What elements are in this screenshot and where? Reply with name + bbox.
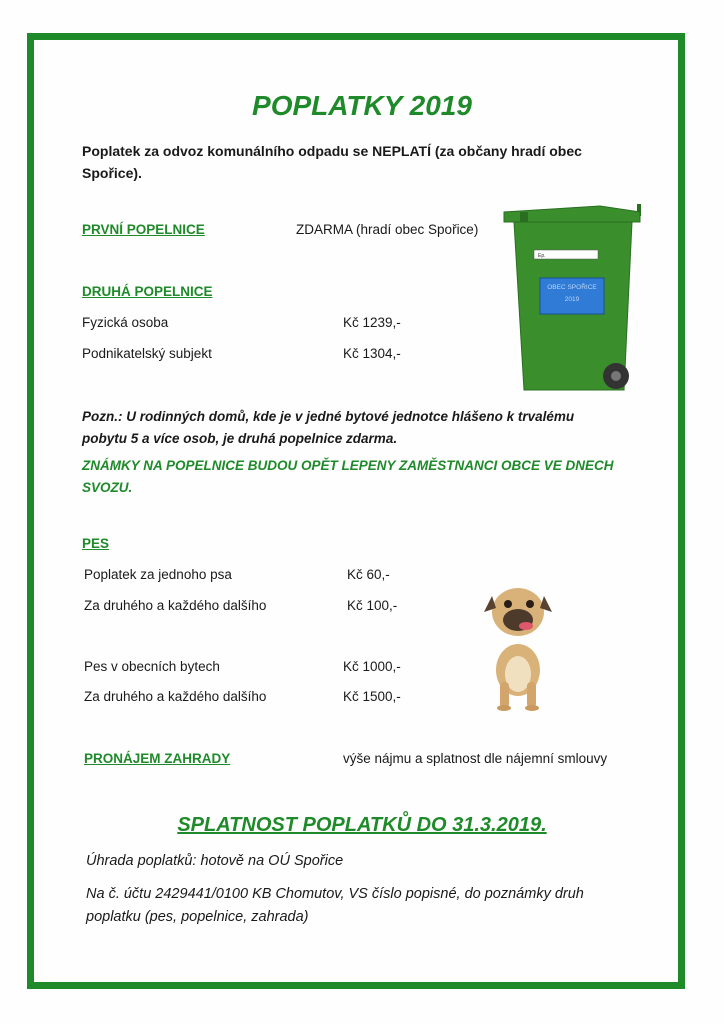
note-text: Pozn.: U rodinných domů, kde je v jedné bytové jednotce hlášeno k trvalému pobytu 5 a více osob, je druhá popelnice zdarma.	[82, 409, 575, 446]
bin-tag-text: Ep.	[538, 253, 546, 259]
dog-illustration	[478, 582, 558, 712]
second-bin-heading: DRUHÁ POPELNICE	[82, 284, 213, 299]
intro-text: Poplatek za odvoz komunálního odpadu se NEPLATÍ (za občany hradí obec Spořice).	[82, 143, 582, 181]
due-date-heading: SPLATNOST POPLATKŮ DO 31.3.2019.	[177, 814, 547, 836]
dog-row-label: Za druhého a každého dalšího	[84, 598, 267, 613]
dog-row-value: Kč 60,-	[347, 567, 390, 582]
dog-row-label: Poplatek za jednoho psa	[84, 567, 232, 582]
payment-line-2: Na č. účtu 2429441/0100 KB Chomutov, VS číslo popisné, do poznámky druh poplatku (pes, popelnice, zahrada)	[86, 886, 584, 925]
garden-value: výše nájmu a splatnost dle nájemní smlouvy	[343, 751, 608, 766]
bin-year-text: 2019	[564, 296, 580, 303]
second-bin-row-label: Podnikatelský subjekt	[82, 346, 212, 361]
waste-bin-illustration	[500, 200, 645, 395]
second-bin-row-value: Kč 1304,-	[343, 346, 401, 361]
dog-row-value: Kč 100,-	[347, 598, 398, 613]
dog-row-value: Kč 1500,-	[343, 689, 401, 704]
bin-label-text: OBEC SPOŘICE	[547, 284, 597, 291]
payment-line-1: Úhrada poplatků: hotově na OÚ Spořice	[86, 853, 344, 869]
dog-row-label: Za druhého a každého dalšího	[84, 689, 267, 704]
dog-row-value: Kč 1000,-	[343, 659, 401, 674]
dog-heading: PES	[82, 536, 110, 551]
second-bin-row-value: Kč 1239,-	[343, 315, 401, 330]
first-bin-value: ZDARMA (hradí obec Spořice)	[296, 222, 479, 237]
notice-text: ZNÁMKY NA POPELNICE BUDOU OPĚT LEPENY ZAMĚSTNANCI OBCE VE DNECH SVOZU.	[82, 458, 614, 495]
dog-row-label: Pes v obecních bytech	[84, 659, 220, 674]
page-title: POPLATKY 2019	[252, 90, 472, 121]
second-bin-row-label: Fyzická osoba	[82, 315, 169, 330]
first-bin-heading: PRVNÍ POPELNICE	[82, 222, 205, 237]
garden-heading: PRONÁJEM ZAHRADY	[84, 751, 231, 766]
